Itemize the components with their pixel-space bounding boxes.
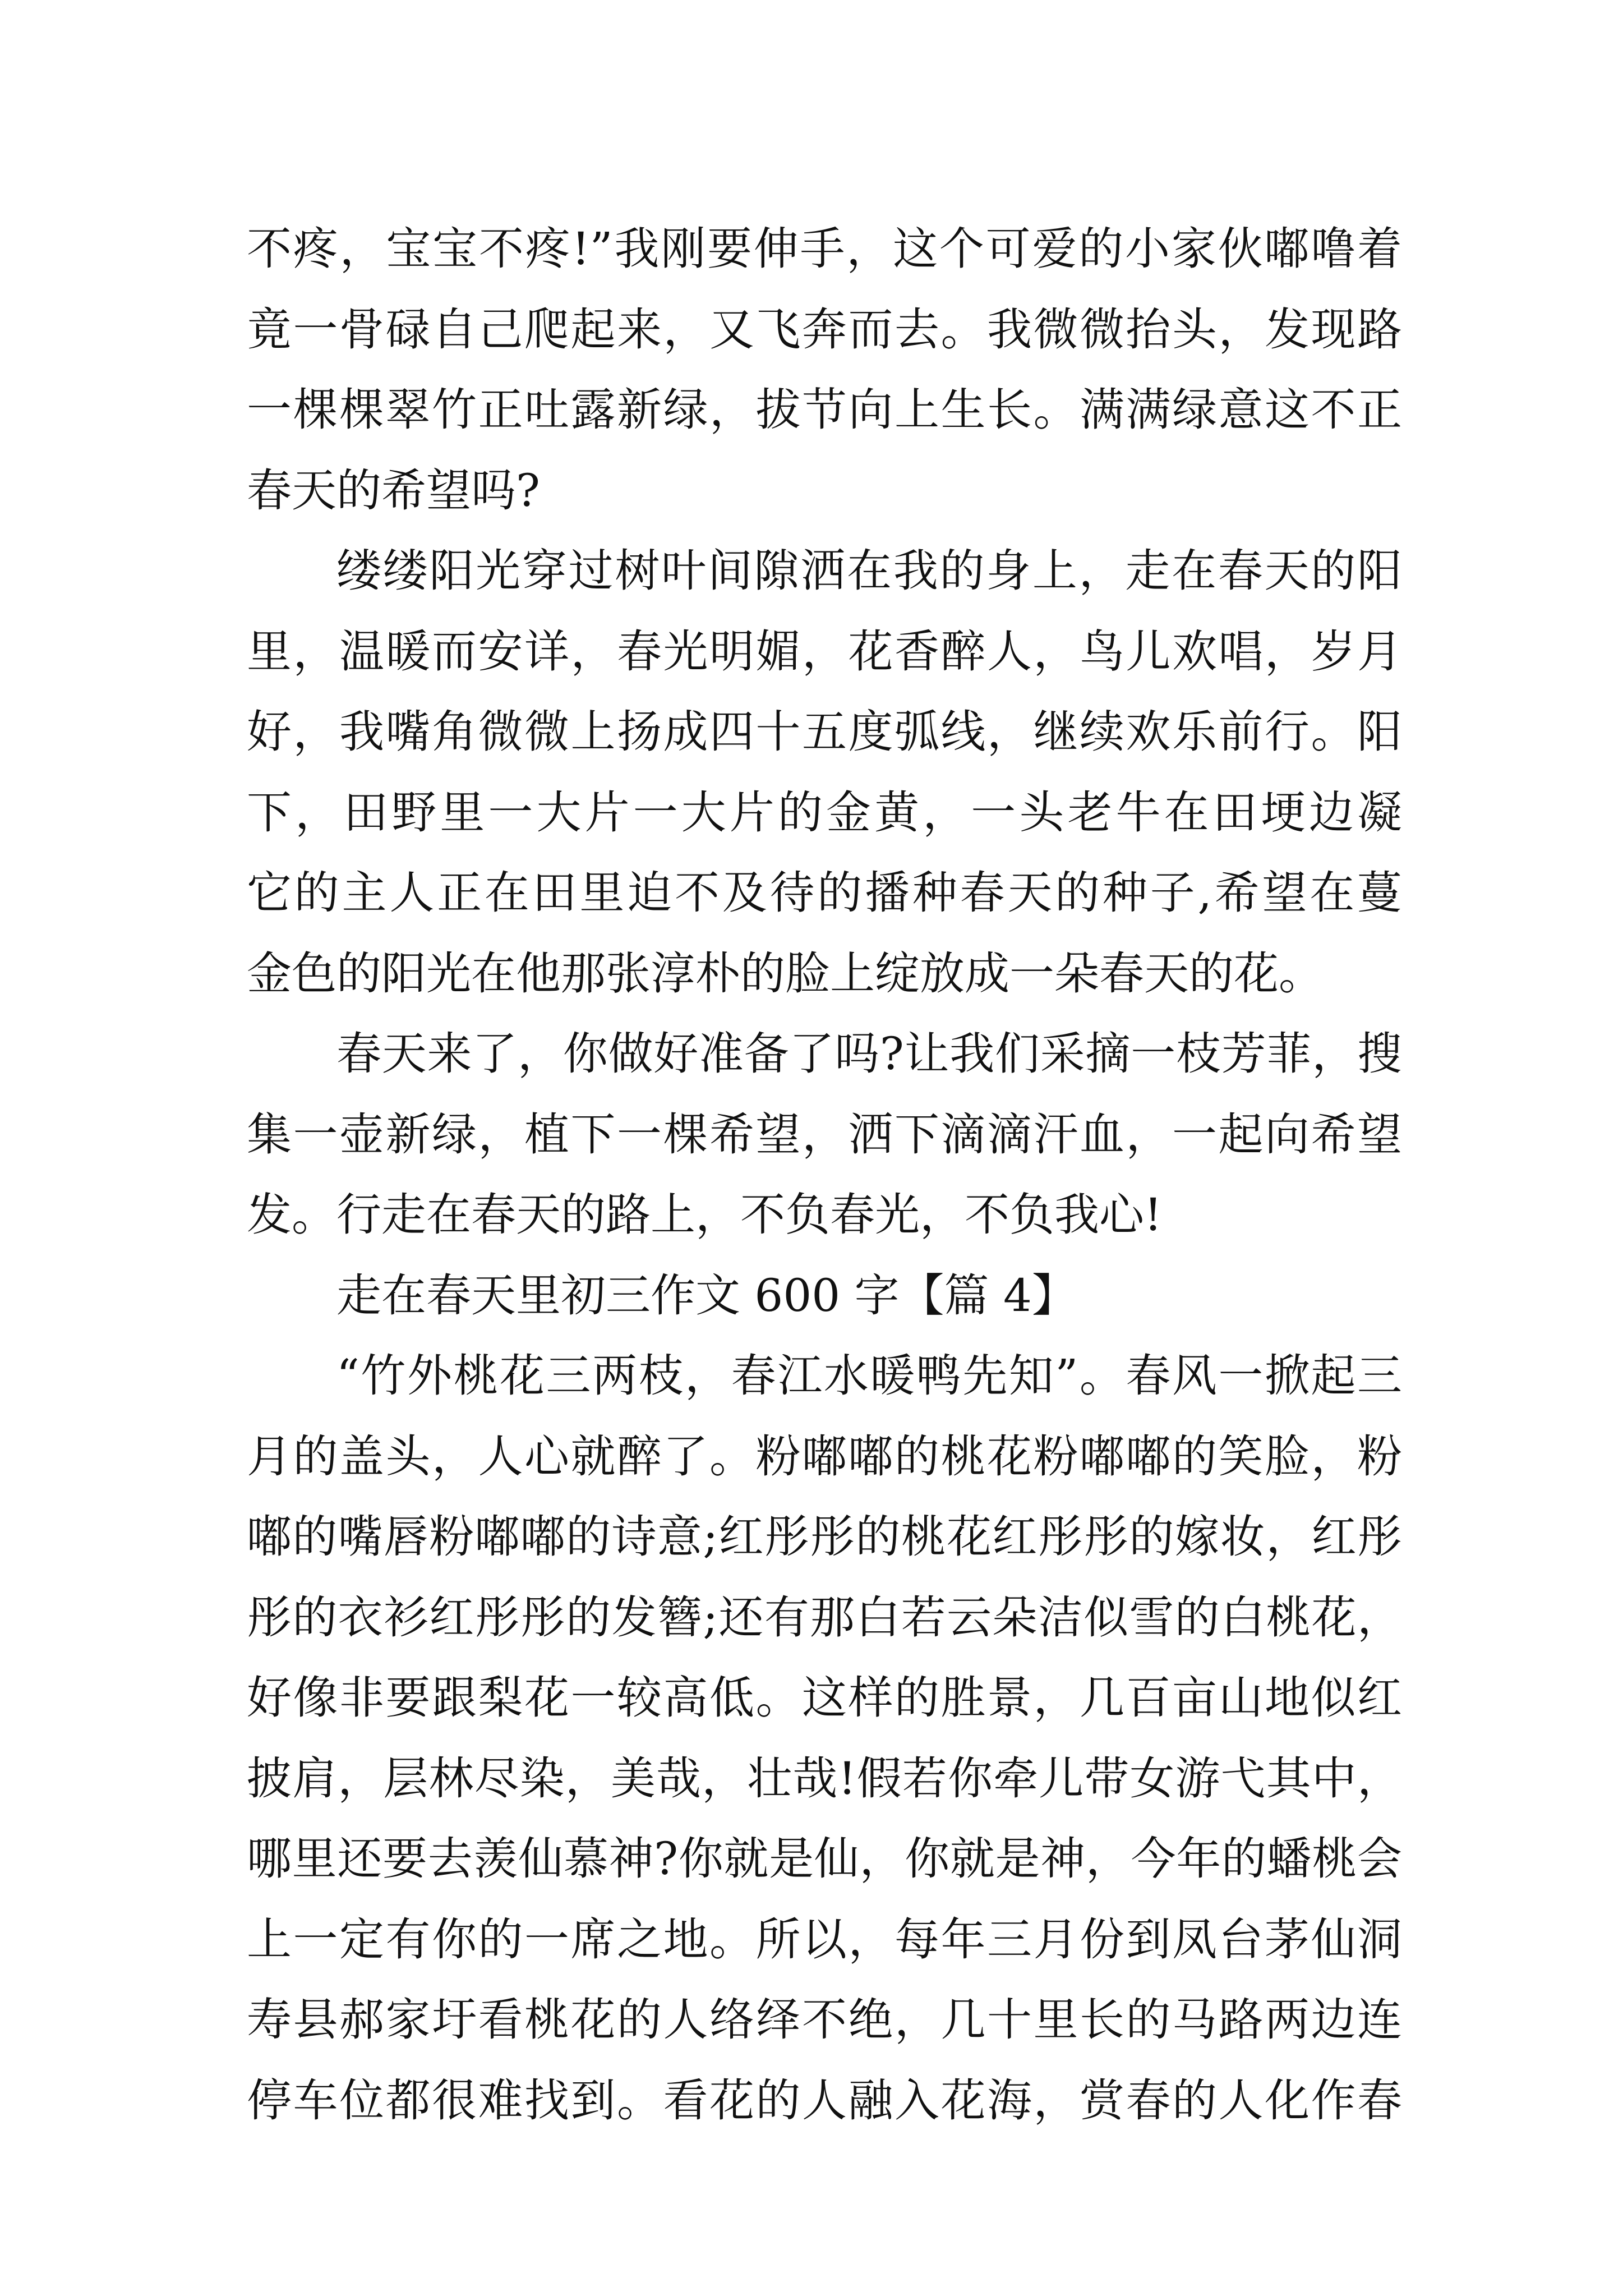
text-line: 发。行走在春天的路上，不负春光，不负我心! <box>247 1189 1163 1241</box>
text-line: 春天的希望吗? <box>247 464 540 517</box>
text-line: 不疼，宝宝不疼!”我刚要伸手，这个可爱的小家伙嘟噜着 <box>247 223 1402 275</box>
text-line: 一棵棵翠竹正吐露新绿，拔节向上生长。满满绿意这不正 <box>247 384 1402 436</box>
text-line: 走在春天里初三作文 600 字【篇 4】 <box>336 1269 1077 1322</box>
text-line: 彤的衣衫红彤彤的发簪;还有那白若云朵洁似雪的白桃花， <box>247 1591 1402 1644</box>
text-line: 下，田野里一大片一大片的金黄，一头老牛在田埂边凝 <box>247 786 1402 839</box>
text-line: 上一定有你的一席之地。所以，每年三月份到凤台茅仙洞 <box>247 1913 1402 1966</box>
text-line: “竹外桃花三两枝，春江水暖鸭先知”。春风一掀起三 <box>336 1350 1402 1402</box>
text-line: 哪里还要去羡仙慕神?你就是仙，你就是神，今年的蟠桃会 <box>247 1833 1402 1885</box>
text-line: 好像非要跟梨花一较高低。这样的胜景，几百亩山地似红 <box>247 1672 1402 1724</box>
text-line: 竟一骨碌自己爬起来，又飞奔而去。我微微抬头，发现路 <box>247 303 1402 356</box>
text-line: 缕缕阳光穿过树叶间隙洒在我的身上，走在春天的阳 <box>336 545 1402 597</box>
text-line: 嘟的嘴唇粉嘟嘟的诗意;红彤彤的桃花红彤彤的嫁妆，红彤 <box>247 1511 1402 1563</box>
text-line: 它的主人正在田里迫不及待的播种春天的种子,希望在蔓 <box>247 867 1402 919</box>
text-line: 集一壶新绿，植下一棵希望，洒下滴滴汗血，一起向希望 <box>247 1108 1402 1161</box>
text-line: 里，温暖而安详，春光明媚，花香醉人，鸟儿欢唱，岁月 <box>247 625 1402 678</box>
text-line: 好，我嘴角微微上扬成四十五度弧线，继续欢乐前行。阳 <box>247 706 1402 758</box>
text-line: 金色的阳光在他那张淳朴的脸上绽放成一朵春天的花。 <box>247 947 1324 1000</box>
text-line: 停车位都很难找到。看花的人融入花海，赏春的人化作春 <box>247 2074 1402 2127</box>
text-line: 寿县郝家圩看桃花的人络绎不绝，几十里长的马路两边连 <box>247 1994 1402 2046</box>
text-line: 披肩，层林尽染，美哉，壮哉!假若你牵儿带女游弋其中， <box>247 1752 1402 1805</box>
text-line: 春天来了，你做好准备了吗?让我们采摘一枝芳菲，搜 <box>336 1028 1402 1080</box>
text-line: 月的盖头，人心就醉了。粉嘟嘟的桃花粉嘟嘟的笑脸，粉 <box>247 1430 1402 1483</box>
document-body <box>247 209 1402 2141</box>
